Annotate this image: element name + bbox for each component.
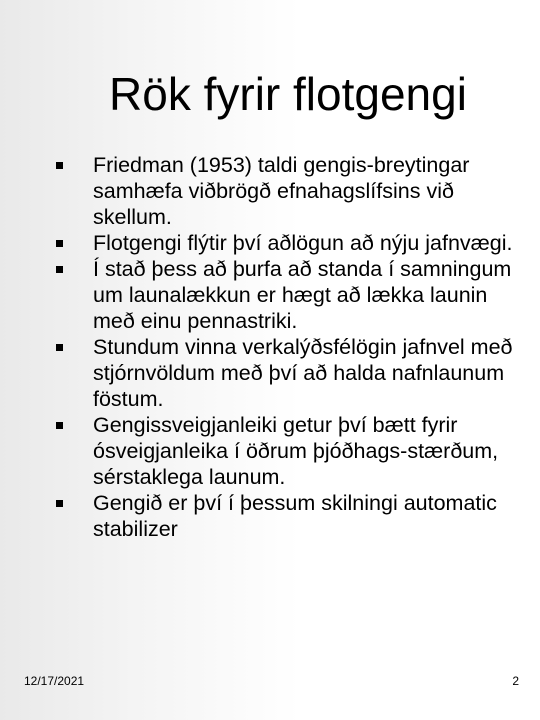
footer-date: 12/17/2021 <box>24 674 85 688</box>
square-bullet-icon <box>56 240 63 247</box>
bullet-item <box>56 490 526 542</box>
bullet-text: Stundum vinna verkalýðsfélögin jafnvel með stjórnvöldum með því að halda nafnlaunum föstum. <box>93 335 513 411</box>
bullet-list <box>56 152 526 542</box>
square-bullet-icon <box>56 422 63 429</box>
bullet-item <box>56 152 526 230</box>
bullet-item <box>56 230 526 256</box>
bullet-text: Flotgengi flýtir því aðlögun að nýju jafnvægi. <box>93 231 513 255</box>
page-number: 2 <box>512 674 519 688</box>
bullet-text: Gengið er því í þessum skilningi automatic stabilizer <box>93 491 497 541</box>
slide-title: Rök fyrir flotgengi <box>109 68 467 120</box>
bullet-item <box>56 412 526 490</box>
bullet-item <box>56 334 526 412</box>
square-bullet-icon <box>56 500 63 507</box>
square-bullet-icon <box>56 344 63 351</box>
bullet-text: Friedman (1953) taldi gengis-breytingar samhæfa viðbrögð efnahagslífsins við skellum. <box>93 153 470 229</box>
bullet-text: Gengissveigjanleiki getur því bætt fyrir ósveigjanleika í öðrum þjóðhags-stærðum, sérstaklega launum. <box>93 413 499 489</box>
bullet-item <box>56 256 526 334</box>
square-bullet-icon <box>56 162 63 169</box>
square-bullet-icon <box>56 266 63 273</box>
bullet-text: Í stað þess að þurfa að standa í samningum um launalækkun er hægt að lækka launin með einu pennastriki. <box>93 257 512 333</box>
